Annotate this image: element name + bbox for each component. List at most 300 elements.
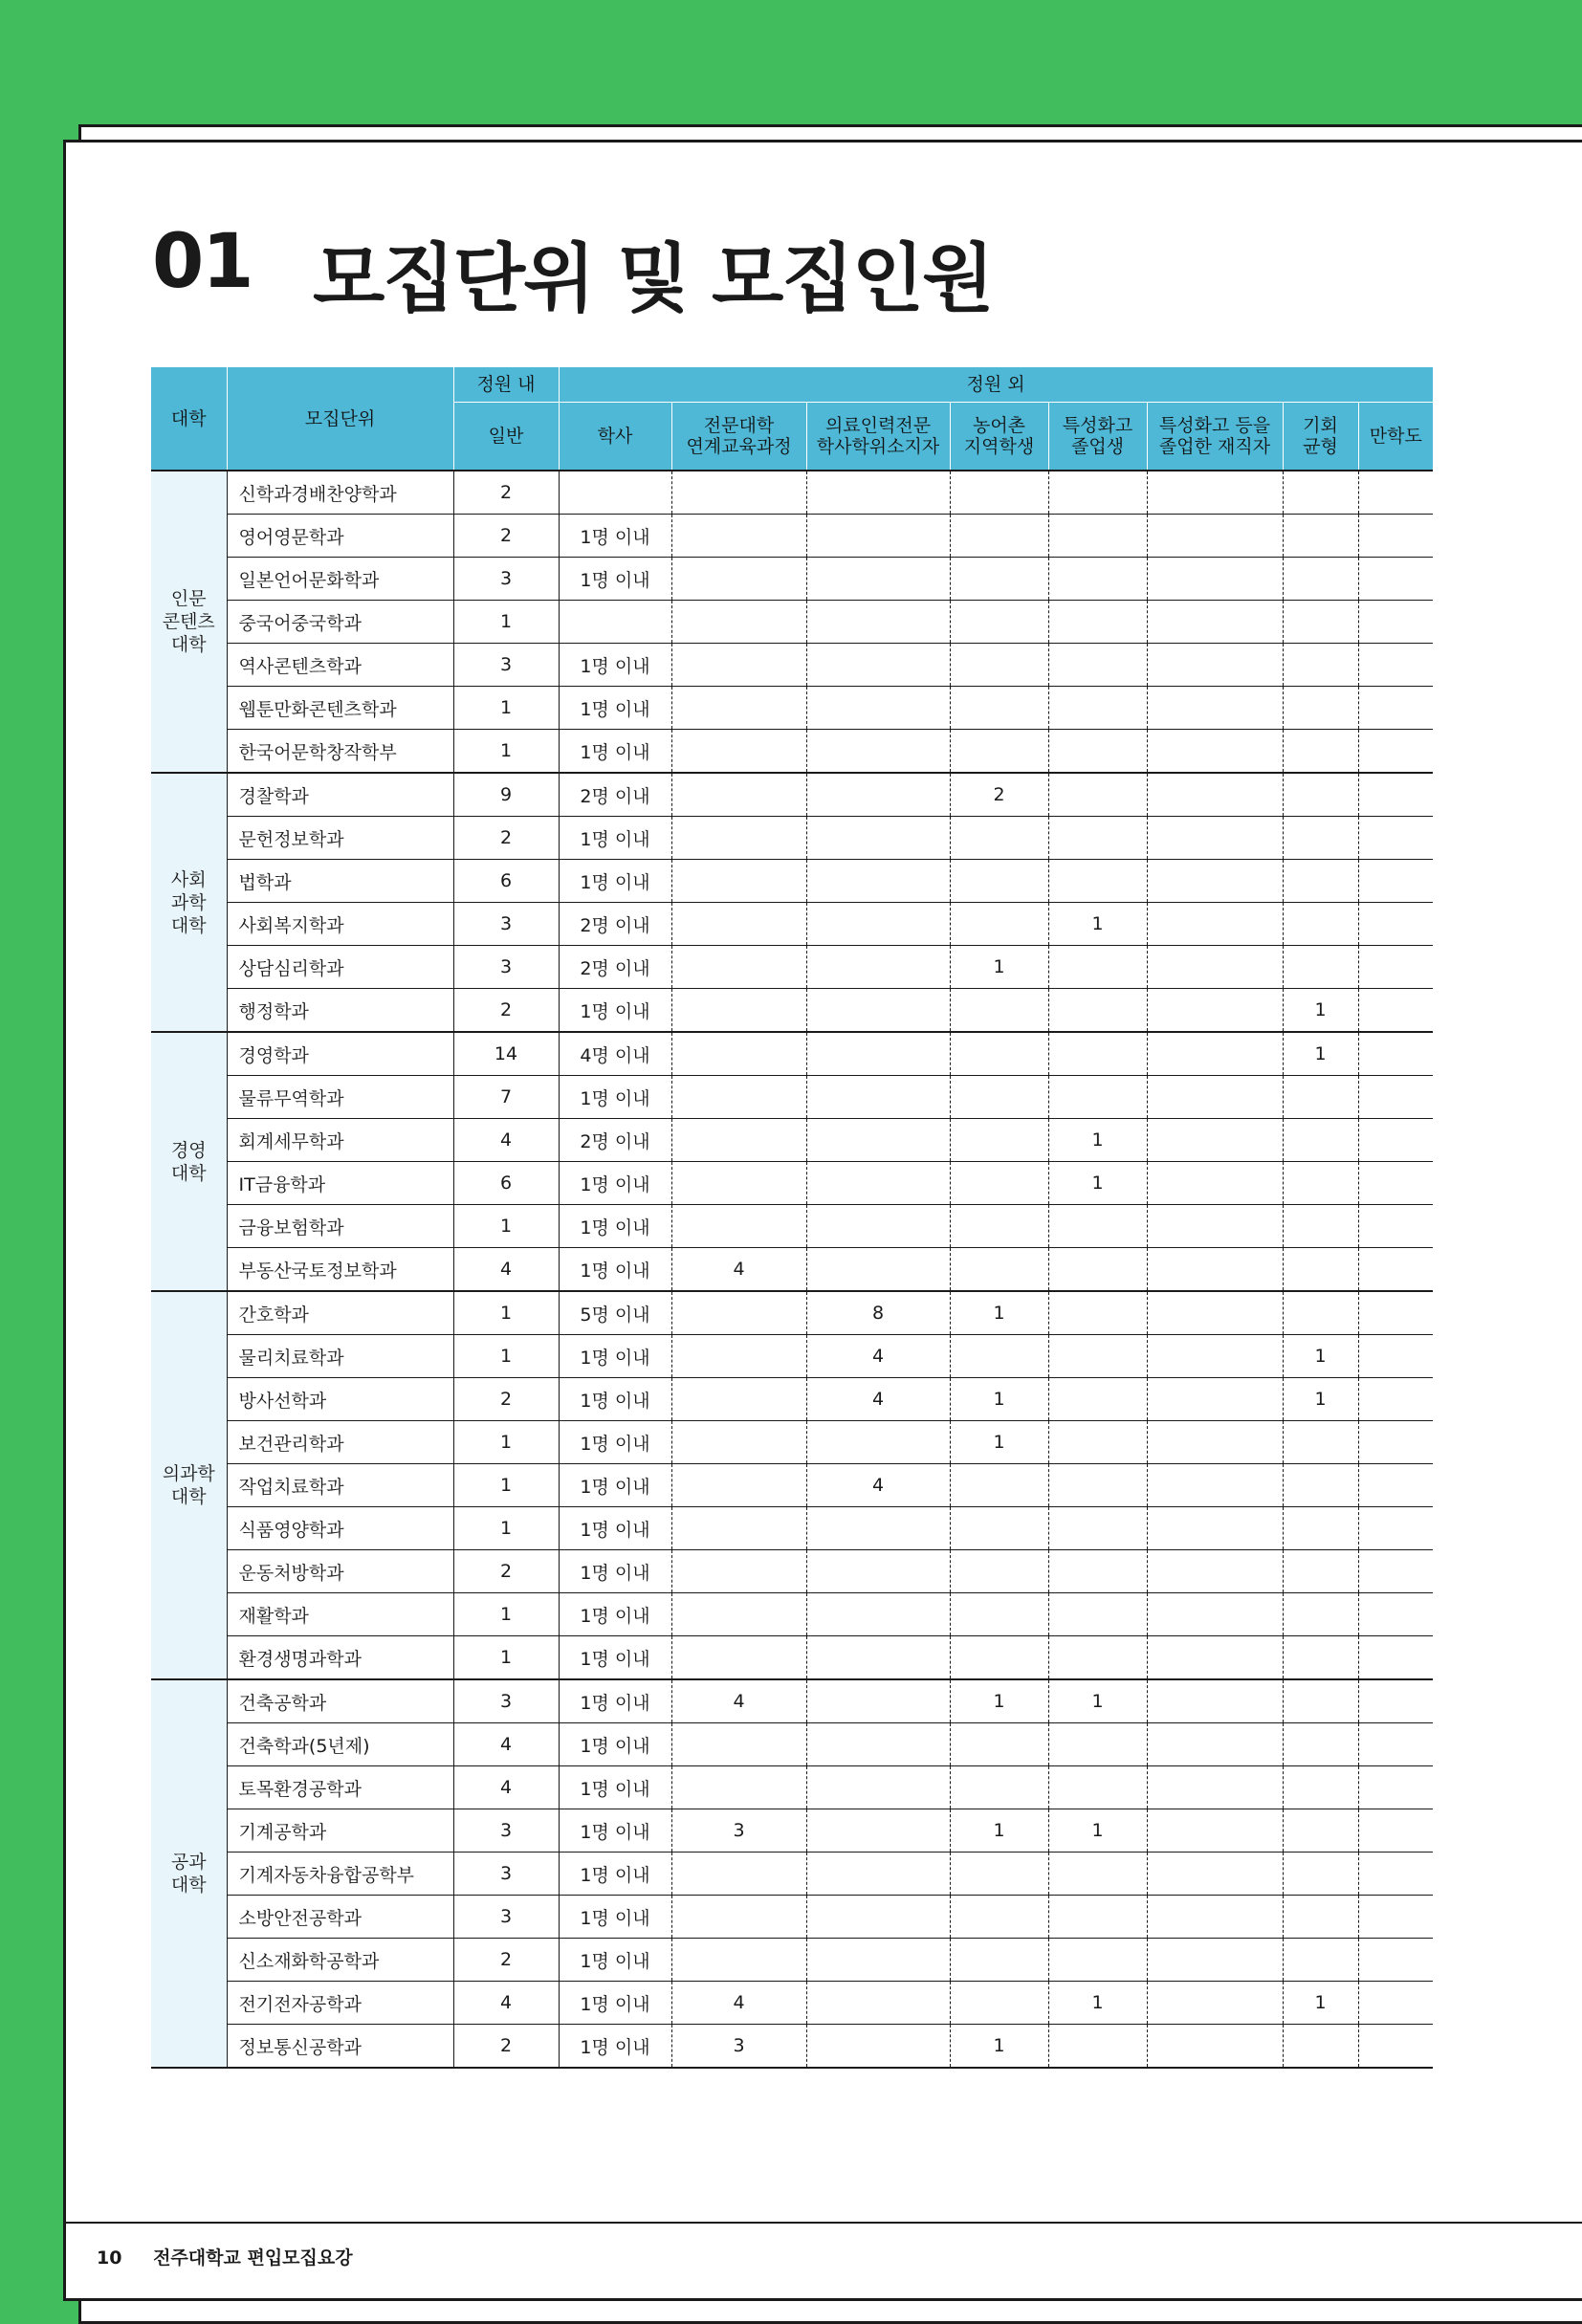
general-count: 2 bbox=[453, 471, 559, 515]
bachelor-count: 1명 이내 bbox=[559, 730, 671, 774]
bachelor-count: 2명 이내 bbox=[559, 773, 671, 817]
header-in-quota: 정원 내 bbox=[453, 367, 559, 403]
junior-college-count bbox=[671, 1939, 806, 1982]
late-learner-count bbox=[1358, 1896, 1433, 1939]
table-row bbox=[151, 1896, 1433, 1939]
equal-opportunity-count bbox=[1283, 1679, 1358, 1723]
junior-college-count bbox=[671, 730, 806, 774]
medical-bachelor-count bbox=[806, 1679, 950, 1723]
equal-opportunity-count bbox=[1283, 471, 1358, 515]
table-row bbox=[151, 1593, 1433, 1636]
equal-opportunity-count bbox=[1283, 1636, 1358, 1680]
vocational-count bbox=[1048, 644, 1147, 687]
table-row bbox=[151, 1464, 1433, 1507]
bachelor-count: 1명 이내 bbox=[559, 558, 671, 601]
table-row bbox=[151, 1723, 1433, 1766]
general-count: 9 bbox=[453, 773, 559, 817]
vocational-worker-count bbox=[1147, 1809, 1283, 1853]
equal-opportunity-count bbox=[1283, 1507, 1358, 1550]
general-count: 3 bbox=[453, 558, 559, 601]
college-name: 사회 과학 대학 bbox=[151, 773, 227, 1032]
general-count: 1 bbox=[453, 1636, 559, 1680]
rural-count bbox=[950, 1636, 1048, 1680]
late-learner-count bbox=[1358, 903, 1433, 946]
rural-count bbox=[950, 1162, 1048, 1205]
medical-bachelor-count bbox=[806, 1766, 950, 1809]
rural-count bbox=[950, 471, 1048, 515]
rural-count bbox=[950, 1464, 1048, 1507]
vocational-worker-count bbox=[1147, 1378, 1283, 1421]
vocational-worker-count bbox=[1147, 1853, 1283, 1896]
equal-opportunity-count: 1 bbox=[1283, 1378, 1358, 1421]
general-count: 3 bbox=[453, 903, 559, 946]
junior-college-count: 4 bbox=[671, 1982, 806, 2025]
table-row bbox=[151, 1507, 1433, 1550]
vocational-worker-count bbox=[1147, 1507, 1283, 1550]
bachelor-count: 4명 이내 bbox=[559, 1032, 671, 1076]
unit-name: 보건관리학과 bbox=[227, 1421, 453, 1464]
bachelor-count: 1명 이내 bbox=[559, 817, 671, 860]
medical-bachelor-count bbox=[806, 515, 950, 558]
medical-bachelor-count bbox=[806, 1853, 950, 1896]
unit-name: 웹툰만화콘텐츠학과 bbox=[227, 687, 453, 730]
rural-count bbox=[950, 1982, 1048, 2025]
medical-bachelor-count bbox=[806, 601, 950, 644]
vocational-worker-count bbox=[1147, 860, 1283, 903]
equal-opportunity-count bbox=[1283, 903, 1358, 946]
late-learner-count bbox=[1358, 1248, 1433, 1292]
unit-name: 정보통신공학과 bbox=[227, 2025, 453, 2069]
vocational-count bbox=[1048, 1421, 1147, 1464]
table-row bbox=[151, 2025, 1433, 2069]
vocational-count bbox=[1048, 1550, 1147, 1593]
table-row bbox=[151, 946, 1433, 989]
vocational-worker-count bbox=[1147, 1248, 1283, 1292]
header-medical-bachelor: 의료인력전문 학사학위소지자 bbox=[806, 403, 950, 471]
vocational-count bbox=[1048, 1593, 1147, 1636]
table-row bbox=[151, 1248, 1433, 1292]
unit-name: 회계세무학과 bbox=[227, 1119, 453, 1162]
bachelor-count: 1명 이내 bbox=[559, 1853, 671, 1896]
unit-name: 중국어중국학과 bbox=[227, 601, 453, 644]
bachelor-count: 1명 이내 bbox=[559, 1076, 671, 1119]
vocational-count bbox=[1048, 773, 1147, 817]
junior-college-count bbox=[671, 1032, 806, 1076]
bachelor-count: 5명 이내 bbox=[559, 1291, 671, 1335]
general-count: 2 bbox=[453, 1550, 559, 1593]
footer-rule bbox=[66, 2222, 1582, 2224]
junior-college-count bbox=[671, 558, 806, 601]
rural-count: 1 bbox=[950, 1291, 1048, 1335]
medical-bachelor-count bbox=[806, 1723, 950, 1766]
late-learner-count bbox=[1358, 1291, 1433, 1335]
table-row bbox=[151, 1809, 1433, 1853]
late-learner-count bbox=[1358, 1679, 1433, 1723]
late-learner-count bbox=[1358, 1939, 1433, 1982]
college-name: 경영 대학 bbox=[151, 1032, 227, 1291]
equal-opportunity-count bbox=[1283, 1119, 1358, 1162]
vocational-worker-count bbox=[1147, 1896, 1283, 1939]
table-row bbox=[151, 817, 1433, 860]
unit-name: 금융보험학과 bbox=[227, 1205, 453, 1248]
unit-name: 소방안전공학과 bbox=[227, 1896, 453, 1939]
unit-name: 한국어문학창작학부 bbox=[227, 730, 453, 774]
vocational-count bbox=[1048, 1291, 1147, 1335]
document-page bbox=[63, 140, 1582, 2301]
vocational-count bbox=[1048, 1939, 1147, 1982]
rural-count: 1 bbox=[950, 2025, 1048, 2069]
late-learner-count bbox=[1358, 1378, 1433, 1421]
bachelor-count: 1명 이내 bbox=[559, 1248, 671, 1292]
junior-college-count bbox=[671, 1464, 806, 1507]
equal-opportunity-count: 1 bbox=[1283, 1982, 1358, 2025]
vocational-worker-count bbox=[1147, 644, 1283, 687]
table-row bbox=[151, 1076, 1433, 1119]
medical-bachelor-count bbox=[806, 1421, 950, 1464]
equal-opportunity-count bbox=[1283, 1853, 1358, 1896]
vocational-count bbox=[1048, 515, 1147, 558]
vocational-worker-count bbox=[1147, 515, 1283, 558]
vocational-count bbox=[1048, 1853, 1147, 1896]
late-learner-count bbox=[1358, 773, 1433, 817]
general-count: 1 bbox=[453, 1205, 559, 1248]
equal-opportunity-count bbox=[1283, 1809, 1358, 1853]
vocational-count bbox=[1048, 730, 1147, 774]
unit-name: 부동산국토정보학과 bbox=[227, 1248, 453, 1292]
junior-college-count: 3 bbox=[671, 2025, 806, 2069]
table-row bbox=[151, 558, 1433, 601]
rural-count: 1 bbox=[950, 1378, 1048, 1421]
equal-opportunity-count: 1 bbox=[1283, 989, 1358, 1033]
bachelor-count: 1명 이내 bbox=[559, 644, 671, 687]
rural-count bbox=[950, 1335, 1048, 1378]
equal-opportunity-count bbox=[1283, 1766, 1358, 1809]
equal-opportunity-count bbox=[1283, 1464, 1358, 1507]
junior-college-count bbox=[671, 601, 806, 644]
header-unit: 모집단위 bbox=[227, 367, 453, 471]
rural-count bbox=[950, 1939, 1048, 1982]
medical-bachelor-count bbox=[806, 1809, 950, 1853]
vocational-count bbox=[1048, 2025, 1147, 2069]
unit-name: 재활학과 bbox=[227, 1593, 453, 1636]
bachelor-count: 1명 이내 bbox=[559, 1593, 671, 1636]
vocational-worker-count bbox=[1147, 471, 1283, 515]
vocational-count bbox=[1048, 1896, 1147, 1939]
bachelor-count: 1명 이내 bbox=[559, 1896, 671, 1939]
junior-college-count bbox=[671, 1723, 806, 1766]
rural-count bbox=[950, 558, 1048, 601]
late-learner-count bbox=[1358, 730, 1433, 774]
unit-name: 작업치료학과 bbox=[227, 1464, 453, 1507]
unit-name: 기계자동차융합공학부 bbox=[227, 1853, 453, 1896]
section-title: 모집단위 및 모집인원 bbox=[313, 236, 993, 322]
late-learner-count bbox=[1358, 1593, 1433, 1636]
late-learner-count bbox=[1358, 1853, 1433, 1896]
vocational-worker-count bbox=[1147, 1291, 1283, 1335]
vocational-count bbox=[1048, 1248, 1147, 1292]
unit-name: 건축공학과 bbox=[227, 1679, 453, 1723]
equal-opportunity-count bbox=[1283, 687, 1358, 730]
header-bachelor: 학사 bbox=[559, 403, 671, 471]
medical-bachelor-count bbox=[806, 558, 950, 601]
vocational-count bbox=[1048, 989, 1147, 1033]
medical-bachelor-count: 4 bbox=[806, 1335, 950, 1378]
header-college: 대학 bbox=[151, 367, 227, 471]
general-count: 1 bbox=[453, 1507, 559, 1550]
late-learner-count bbox=[1358, 817, 1433, 860]
late-learner-count bbox=[1358, 1723, 1433, 1766]
junior-college-count bbox=[671, 1378, 806, 1421]
vocational-worker-count bbox=[1147, 1939, 1283, 1982]
unit-name: 신소재화학공학과 bbox=[227, 1939, 453, 1982]
bachelor-count: 1명 이내 bbox=[559, 687, 671, 730]
medical-bachelor-count: 8 bbox=[806, 1291, 950, 1335]
equal-opportunity-count bbox=[1283, 2025, 1358, 2069]
general-count: 1 bbox=[453, 687, 559, 730]
rural-count bbox=[950, 1507, 1048, 1550]
table-row bbox=[151, 1335, 1433, 1378]
bachelor-count: 2명 이내 bbox=[559, 903, 671, 946]
medical-bachelor-count bbox=[806, 1593, 950, 1636]
vocational-count bbox=[1048, 471, 1147, 515]
junior-college-count bbox=[671, 1896, 806, 1939]
bachelor-count: 1명 이내 bbox=[559, 1766, 671, 1809]
rural-count: 1 bbox=[950, 1809, 1048, 1853]
quota-table-body bbox=[151, 471, 1433, 2068]
junior-college-count bbox=[671, 1550, 806, 1593]
general-count: 1 bbox=[453, 1421, 559, 1464]
rural-count bbox=[950, 1723, 1048, 1766]
junior-college-count bbox=[671, 1076, 806, 1119]
vocational-count: 1 bbox=[1048, 1679, 1147, 1723]
rural-count bbox=[950, 1550, 1048, 1593]
general-count: 4 bbox=[453, 1119, 559, 1162]
header-vocational-worker: 특성화고 등을 졸업한 재직자 bbox=[1147, 403, 1283, 471]
vocational-worker-count bbox=[1147, 687, 1283, 730]
rural-count bbox=[950, 817, 1048, 860]
late-learner-count bbox=[1358, 644, 1433, 687]
bachelor-count: 1명 이내 bbox=[559, 1550, 671, 1593]
medical-bachelor-count bbox=[806, 817, 950, 860]
unit-name: 경영학과 bbox=[227, 1032, 453, 1076]
general-count: 3 bbox=[453, 644, 559, 687]
rural-count: 2 bbox=[950, 773, 1048, 817]
junior-college-count bbox=[671, 989, 806, 1033]
vocational-count bbox=[1048, 1507, 1147, 1550]
bachelor-count: 2명 이내 bbox=[559, 946, 671, 989]
rural-count bbox=[950, 644, 1048, 687]
general-count: 6 bbox=[453, 1162, 559, 1205]
unit-name: 경찰학과 bbox=[227, 773, 453, 817]
equal-opportunity-count bbox=[1283, 644, 1358, 687]
vocational-count bbox=[1048, 1335, 1147, 1378]
late-learner-count bbox=[1358, 1421, 1433, 1464]
footer-title: 전주대학교 편입모집요강 bbox=[153, 2247, 353, 2269]
page-footer bbox=[97, 2244, 353, 2269]
vocational-count bbox=[1048, 1723, 1147, 1766]
vocational-worker-count bbox=[1147, 558, 1283, 601]
general-count: 4 bbox=[453, 1248, 559, 1292]
junior-college-count bbox=[671, 1766, 806, 1809]
rural-count: 1 bbox=[950, 946, 1048, 989]
unit-name: 기계공학과 bbox=[227, 1809, 453, 1853]
rural-count bbox=[950, 903, 1048, 946]
rural-count bbox=[950, 860, 1048, 903]
general-count: 3 bbox=[453, 1853, 559, 1896]
header-general: 일반 bbox=[453, 403, 559, 471]
equal-opportunity-count: 1 bbox=[1283, 1335, 1358, 1378]
header-junior-college: 전문대학 연계교육과정 bbox=[671, 403, 806, 471]
junior-college-count bbox=[671, 644, 806, 687]
vocational-worker-count bbox=[1147, 1723, 1283, 1766]
vocational-count bbox=[1048, 558, 1147, 601]
general-count: 1 bbox=[453, 730, 559, 774]
vocational-worker-count bbox=[1147, 1550, 1283, 1593]
vocational-worker-count bbox=[1147, 1119, 1283, 1162]
equal-opportunity-count: 1 bbox=[1283, 1032, 1358, 1076]
table-row bbox=[151, 1853, 1433, 1896]
equal-opportunity-count bbox=[1283, 1421, 1358, 1464]
vocational-count: 1 bbox=[1048, 1809, 1147, 1853]
unit-name: 방사선학과 bbox=[227, 1378, 453, 1421]
rural-count bbox=[950, 515, 1048, 558]
rural-count: 1 bbox=[950, 1421, 1048, 1464]
unit-name: IT금융학과 bbox=[227, 1162, 453, 1205]
medical-bachelor-count bbox=[806, 1550, 950, 1593]
junior-college-count bbox=[671, 1335, 806, 1378]
vocational-worker-count bbox=[1147, 730, 1283, 774]
bachelor-count: 1명 이내 bbox=[559, 1679, 671, 1723]
junior-college-count bbox=[671, 860, 806, 903]
table-row bbox=[151, 1291, 1433, 1335]
equal-opportunity-count bbox=[1283, 1896, 1358, 1939]
vocational-worker-count bbox=[1147, 1679, 1283, 1723]
bachelor-count bbox=[559, 601, 671, 644]
late-learner-count bbox=[1358, 1205, 1433, 1248]
unit-name: 운동처방학과 bbox=[227, 1550, 453, 1593]
unit-name: 토목환경공학과 bbox=[227, 1766, 453, 1809]
medical-bachelor-count bbox=[806, 1248, 950, 1292]
bachelor-count: 1명 이내 bbox=[559, 1205, 671, 1248]
equal-opportunity-count bbox=[1283, 515, 1358, 558]
rural-count bbox=[950, 1119, 1048, 1162]
vocational-worker-count bbox=[1147, 1421, 1283, 1464]
equal-opportunity-count bbox=[1283, 1162, 1358, 1205]
late-learner-count bbox=[1358, 687, 1433, 730]
table-row bbox=[151, 1939, 1433, 1982]
junior-college-count bbox=[671, 1853, 806, 1896]
medical-bachelor-count bbox=[806, 644, 950, 687]
junior-college-count bbox=[671, 1205, 806, 1248]
late-learner-count bbox=[1358, 860, 1433, 903]
vocational-count bbox=[1048, 1205, 1147, 1248]
college-name: 인문 콘텐츠 대학 bbox=[151, 471, 227, 773]
admission-quota-table bbox=[151, 367, 1434, 2069]
late-learner-count bbox=[1358, 515, 1433, 558]
bachelor-count: 1명 이내 bbox=[559, 1939, 671, 1982]
late-learner-count bbox=[1358, 471, 1433, 515]
junior-college-count: 4 bbox=[671, 1679, 806, 1723]
vocational-worker-count bbox=[1147, 2025, 1283, 2069]
bachelor-count: 1명 이내 bbox=[559, 1982, 671, 2025]
unit-name: 문헌정보학과 bbox=[227, 817, 453, 860]
rural-count bbox=[950, 687, 1048, 730]
equal-opportunity-count bbox=[1283, 817, 1358, 860]
vocational-count bbox=[1048, 1766, 1147, 1809]
table-row bbox=[151, 601, 1433, 644]
medical-bachelor-count: 4 bbox=[806, 1464, 950, 1507]
header-late-learner: 만학도 bbox=[1358, 403, 1433, 471]
rural-count bbox=[950, 1205, 1048, 1248]
rural-count bbox=[950, 1896, 1048, 1939]
general-count: 3 bbox=[453, 946, 559, 989]
header-rural: 농어촌 지역학생 bbox=[950, 403, 1048, 471]
equal-opportunity-count bbox=[1283, 601, 1358, 644]
equal-opportunity-count bbox=[1283, 558, 1358, 601]
table-row bbox=[151, 1766, 1433, 1809]
table-row bbox=[151, 730, 1433, 774]
equal-opportunity-count bbox=[1283, 1248, 1358, 1292]
late-learner-count bbox=[1358, 1507, 1433, 1550]
unit-name: 식품영양학과 bbox=[227, 1507, 453, 1550]
vocational-count bbox=[1048, 1032, 1147, 1076]
table-row bbox=[151, 687, 1433, 730]
general-count: 14 bbox=[453, 1032, 559, 1076]
unit-name: 법학과 bbox=[227, 860, 453, 903]
late-learner-count bbox=[1358, 1032, 1433, 1076]
bachelor-count: 1명 이내 bbox=[559, 2025, 671, 2069]
general-count: 1 bbox=[453, 1593, 559, 1636]
junior-college-count bbox=[671, 515, 806, 558]
unit-name: 환경생명과학과 bbox=[227, 1636, 453, 1680]
unit-name: 전기전자공학과 bbox=[227, 1982, 453, 2025]
general-count: 2 bbox=[453, 817, 559, 860]
vocational-count bbox=[1048, 1636, 1147, 1680]
vocational-count: 1 bbox=[1048, 1162, 1147, 1205]
late-learner-count bbox=[1358, 1809, 1433, 1853]
bachelor-count bbox=[559, 471, 671, 515]
late-learner-count bbox=[1358, 1162, 1433, 1205]
late-learner-count bbox=[1358, 558, 1433, 601]
general-count: 3 bbox=[453, 1679, 559, 1723]
medical-bachelor-count bbox=[806, 1939, 950, 1982]
medical-bachelor-count bbox=[806, 1162, 950, 1205]
vocational-worker-count bbox=[1147, 903, 1283, 946]
vocational-worker-count bbox=[1147, 1032, 1283, 1076]
unit-name: 영어영문학과 bbox=[227, 515, 453, 558]
rural-count bbox=[950, 1766, 1048, 1809]
header-out-quota: 정원 외 bbox=[559, 367, 1433, 403]
junior-college-count bbox=[671, 817, 806, 860]
junior-college-count bbox=[671, 1421, 806, 1464]
bachelor-count: 1명 이내 bbox=[559, 1809, 671, 1853]
medical-bachelor-count bbox=[806, 1032, 950, 1076]
bachelor-count: 1명 이내 bbox=[559, 515, 671, 558]
vocational-count bbox=[1048, 1464, 1147, 1507]
junior-college-count bbox=[671, 687, 806, 730]
unit-name: 신학과경배찬양학과 bbox=[227, 471, 453, 515]
vocational-worker-count bbox=[1147, 1636, 1283, 1680]
table-row bbox=[151, 1162, 1433, 1205]
equal-opportunity-count bbox=[1283, 1723, 1358, 1766]
bachelor-count: 2명 이내 bbox=[559, 1119, 671, 1162]
junior-college-count bbox=[671, 773, 806, 817]
vocational-count bbox=[1048, 860, 1147, 903]
late-learner-count bbox=[1358, 1766, 1433, 1809]
equal-opportunity-count bbox=[1283, 1291, 1358, 1335]
late-learner-count bbox=[1358, 946, 1433, 989]
table-row bbox=[151, 1421, 1433, 1464]
